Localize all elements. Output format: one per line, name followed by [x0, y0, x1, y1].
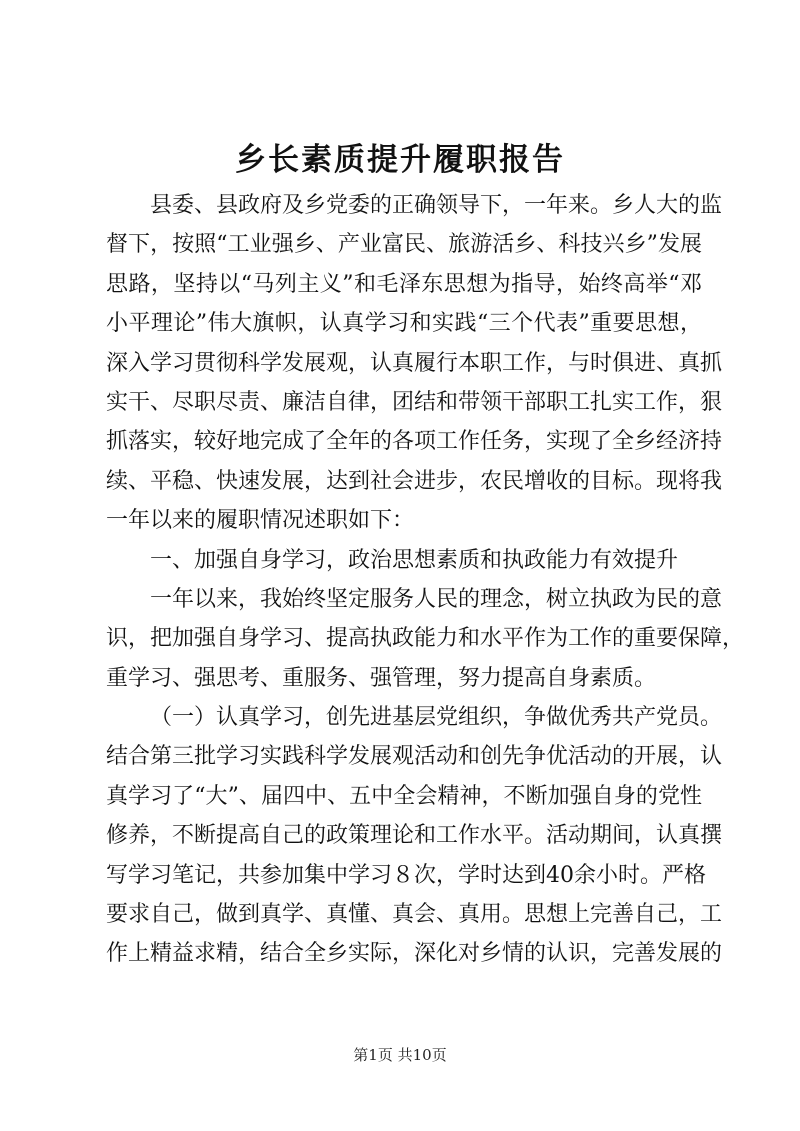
document-title: 乡长素质提升履职报告: [235, 142, 565, 178]
text-line: 结合第三批学习实践科学发展观活动和创先争优活动的开展，认: [106, 744, 723, 770]
text-line: 写学习笔记，共参加集中学习８次，学时达到40余小时。严格: [106, 862, 706, 888]
text-line: 续、平稳、快速发展，达到社会进步，农民增收的目标。现将我: [106, 468, 723, 494]
document-body: [106, 186, 745, 974]
text-line: 真学习了“大”、届四中、五中全会精神，不断加强自身的党性: [106, 783, 702, 809]
text-line: 作上精益求精，结合全乡实际，深化对乡情的认识，完善发展的: [106, 941, 723, 967]
text-line: 实干、尽职尽责、廉洁自律，团结和带领干部职工扎实工作，狠: [106, 389, 723, 415]
text-line: 深入学习贯彻科学发展观，认真履行本职工作，与时俱进、真抓: [106, 350, 723, 376]
text-line: 抓落实，较好地完成了全年的各项工作任务，实现了全乡经济持: [106, 429, 723, 455]
text-line: 修养，不断提高自己的政策理论和工作水平。活动期间，认真撰: [106, 823, 723, 849]
text-line: 一年以来的履职情况述职如下：: [106, 508, 415, 534]
text-line: 督下，按照“工业强乡、产业富民、旅游活乡、科技兴乡”发展: [106, 232, 702, 258]
section-heading: 一、加强自身学习，政治思想素质和执政能力有效提升: [150, 547, 679, 573]
text-line: 县委、县政府及乡党委的正确领导下，一年来。乡人大的监: [150, 193, 723, 218]
text-line: 要求自己，做到真学、真懂、真会、真用。思想上完善自己，工: [106, 902, 723, 928]
page-footer: 第1页 共10页: [353, 1046, 447, 1064]
text-line: 一年以来，我始终坚定服务人民的理念，树立执政为民的意: [150, 586, 723, 612]
text-line: 小平理论”伟大旗帜，认真学习和实践“三个代表”重要思想，: [106, 311, 702, 337]
subsection-heading: （一）认真学习，创先进基层党组织，争做优秀共产党员。: [150, 705, 723, 731]
text-line: 识，把加强自身学习、提高执政能力和水平作为工作的重要保障，: [106, 626, 745, 652]
text-line: 重学习、强思考、重服务、强管理，努力提高自身素质。: [106, 665, 657, 691]
text-line: 思路，坚持以“马列主义”和毛泽东思想为指导，始终高举“邓: [106, 271, 702, 297]
